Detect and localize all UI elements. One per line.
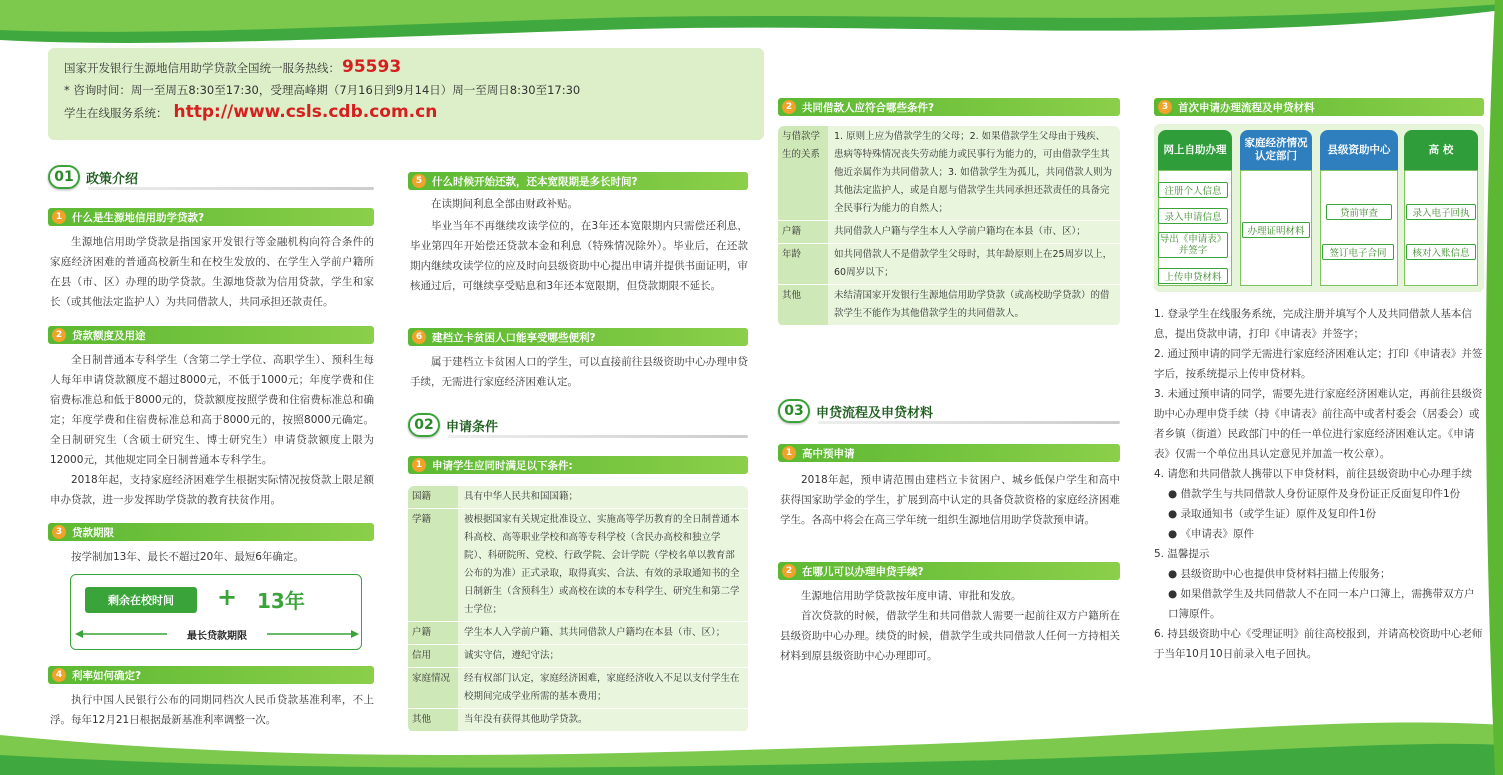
student-condition-value: 当年没有获得其他助学贷款。 <box>458 709 748 731</box>
co-borrower-condition-row <box>778 285 1120 326</box>
process-step: 3. 未通过预申请的同学，需要先进行家庭经济困难认定，再前往县级资助中心办理申贷手续（持《申请表》前往高中或者村委会（居委会）或者乡镇（街道）民政部门中的任一单位进行家庭经济困难认定。《申请表》仅需一个单位出具认定意见并加盖一枚公章）。 <box>1154 388 1483 460</box>
co-borrower-condition-value: 未结清国家开发银行生源地信用助学贷款（或高校助学贷款）的借款学生不能作为其他借款学生的共同借款人。 <box>828 285 1120 325</box>
q1-text: 生源地信用助学贷款是指国家开发银行等金融机构向符合条件的家庭经济困难的普通高校新生和在校生发放的、在学生入学前户籍所在县（市、区）办理的助学贷款。生源地贷款为信用贷款，学生和家长（或其他法定监护人）为共同借款人，共同承担还款责任。 <box>50 236 374 308</box>
f3-header: 3 首次申请办理流程及申贷材料 <box>1154 98 1484 116</box>
flow-head-county: 县级资助中心 <box>1320 130 1398 170</box>
process-steps <box>1154 304 1484 664</box>
flow-head-family: 家庭经济情况认定部门 <box>1240 130 1312 170</box>
student-condition-row <box>408 486 748 509</box>
flow-head-college: 高 校 <box>1404 130 1478 170</box>
student-condition-row <box>408 709 748 732</box>
flow-export-form: 导出《申请表》并签字 <box>1159 234 1227 256</box>
q2-text: 全日制普通本专科学生（含第二学士学位、高职学生）、预科生每人每年申请贷款额度不超过8000元，不低于1000元；年度学费和住宿费标准总和低于8000元的，贷款额度按照学费和住宿费标准总和确定；年度学费和住宿费标准总和高于8000元的，按照8000元确定。全日制研究生（含硕士研究生、博士研究生）申请贷款额度上限为12000元，其他规定同全日制普通本专科学生。 <box>50 354 374 466</box>
process-step: ● 录取通知书（或学生证）原件及复印件1份 <box>1168 508 1377 520</box>
student-condition-value: 诚实守信，遵纪守法； <box>458 645 748 667</box>
online-system-url[interactable]: http://www.csls.cdb.com.cn <box>173 102 438 122</box>
f1-header: 1 高中预申请 <box>778 444 1120 462</box>
student-condition-value: 经有权部门认定，家庭经济困难，家庭经济收入不足以支付学生在校期间完成学业所需的基本费用； <box>458 668 748 708</box>
process-step: ● 县级资助中心也提供申贷材料扫描上传服务； <box>1168 568 1391 580</box>
co-borrower-condition-value: 1. 原则上应为借款学生的父母；2. 如果借款学生父母由于残疾、患病等特殊情况丧失劳动能力或民事行为能力的，可由借款学生其他近亲属作为共同借款人；3. 如借款学生为孤儿，共同借款人则为其他法定监护人，或是自愿与借款学生共同承担还款责任的具备完全民事行为能力的自然人； <box>828 126 1120 220</box>
section-03-header: 03 申贷流程及申贷材料 <box>778 398 1120 424</box>
q3-text: 按学制加13年、最长不超过20年、最短6年确定。 <box>71 551 304 563</box>
q3-header: 3 贷款期限 <box>48 523 374 541</box>
flow-verify: 核对入账信息 <box>1406 244 1476 260</box>
co-borrower-condition-key: 户籍 <box>778 221 828 243</box>
flow-proof: 办理证明材料 <box>1242 222 1310 238</box>
section-02-header: 02 申请条件 <box>408 412 748 438</box>
co-borrower-condition-row <box>778 244 1120 285</box>
student-condition-value: 具有中华人民共和国国籍； <box>458 486 748 508</box>
student-condition-key: 信用 <box>408 645 458 667</box>
process-step: ● 如果借款学生及共同借款人不在同一本户口簿上，需携带双方户口簿原件。 <box>1168 588 1475 620</box>
q5-text: 在读期间利息全部由财政补贴。 <box>431 198 578 210</box>
student-condition-row <box>408 645 748 668</box>
years-value: 13年 <box>257 589 305 613</box>
q1-header: 1 什么是生源地信用助学贷款? <box>48 208 374 226</box>
co-borrower-condition-row <box>778 221 1120 244</box>
remaining-time-box: 剩余在校时间 <box>85 587 197 613</box>
student-condition-key: 户籍 <box>408 622 458 644</box>
q6-header: 6 建档立卡贫困人口能享受哪些便利? <box>408 328 748 346</box>
q2-header: 2 贷款额度及用途 <box>48 326 374 344</box>
process-step: ● 借款学生与共同借款人身份证原件及身份证正反面复印件1份 <box>1168 488 1461 500</box>
student-condition-key: 家庭情况 <box>408 668 458 708</box>
section-01-header: 01 政策介绍 <box>48 164 374 190</box>
process-step: 2. 通过预申请的同学无需进行家庭经济困难认定；打印《申请表》并签字后，按系统提示上传申贷材料。 <box>1154 348 1483 380</box>
q6-text: 属于建档立卡贫困人口的学生，可以直接前往县级资助中心办理申贷手续，无需进行家庭经济困难认定。 <box>410 356 748 388</box>
co-borrower-condition-value: 共同借款人户籍与学生本人入学前户籍均在本县（市、区）； <box>828 221 1120 243</box>
student-condition-key: 其他 <box>408 709 458 731</box>
co-borrower-condition-key: 年龄 <box>778 244 828 284</box>
process-step: 5. 温馨提示 <box>1154 548 1210 560</box>
flow-enter-info: 录入申请信息 <box>1158 208 1228 224</box>
plus-sign: + <box>217 583 238 611</box>
co-borrower-table <box>778 126 1120 326</box>
flow-register: 注册个人信息 <box>1158 182 1228 198</box>
process-step: 4. 请您和共同借款人携带以下申贷材料，前往县级资助中心办理手续 <box>1154 468 1472 480</box>
student-condition-value: 学生本人入学前户籍、其共同借款人户籍均在本县（市、区）； <box>458 622 748 644</box>
flow-contract: 签订电子合同 <box>1322 244 1394 260</box>
flow-upload: 上传申贷材料 <box>1158 268 1228 284</box>
flow-review: 贷前审查 <box>1326 204 1392 220</box>
process-step: ● 《申请表》原件 <box>1168 528 1254 540</box>
flow-head-online: 网上自助办理 <box>1158 130 1232 170</box>
q4-header: 4 利率如何确定? <box>48 666 374 684</box>
co-borrower-condition-row <box>778 126 1120 221</box>
student-condition-row <box>408 668 748 709</box>
student-condition-row <box>408 622 748 645</box>
student-conditions-table <box>408 486 748 732</box>
q5-text-2: 毕业当年不再继续攻读学位的，在3年还本宽限期内只需偿还利息，毕业第四年开始偿还贷款本金和利息（特殊情况除外）。毕业后，在还款期内继续攻读学位的应及时向县级资助中心提出申请并提供书面证明，审核通过后，可继续享受贴息和3年还本宽限期，但贷款期限不延长。 <box>410 220 748 292</box>
top-wave-decoration <box>0 0 1503 48</box>
process-step: 1. 登录学生在线服务系统，完成注册并填写个人及共同借款人基本信息，提出贷款申请，打印《申请表》并签字； <box>1154 308 1472 340</box>
process-step: 6. 持县级资助中心《受理证明》前往高校报到，并请高校资助中心老师于当年10月10日前录入电子回执。 <box>1154 628 1483 660</box>
q5-header: 5 什么时候开始还款，还本宽限期是多长时间? <box>408 172 748 190</box>
c1-header: 1 申请学生应同时满足以下条件: <box>408 456 748 474</box>
f2-header: 2 在哪儿可以办理申贷手续? <box>778 562 1120 580</box>
co-borrower-condition-key: 其他 <box>778 285 828 325</box>
student-condition-row <box>408 509 748 622</box>
student-condition-key: 国籍 <box>408 486 458 508</box>
f2-text-2: 首次贷款的时候，借款学生和共同借款人需要一起前往双方户籍所在县级资助中心办理。续贷的时候，借款学生或共同借款人任何一方持相关材料到原县级资助中心办理即可。 <box>780 610 1120 662</box>
q2-text-2: 2018年起，支持家庭经济困难学生根据实际情况按贷款上限足额申办贷款，进一步发挥助学贷款的教育扶贫作用。 <box>50 474 374 506</box>
co-borrower-condition-key: 与借款学生的关系 <box>778 126 828 220</box>
f1-text: 2018年起，预申请范围由建档立卡贫困户、城乡低保户学生和高中获得国家助学金的学生，扩展到高中认定的具备贷款资格的家庭经济困难学生。各高中将会在高三学年统一组织生源地信用助学贷款预申请。 <box>780 474 1120 526</box>
max-term-label: 最长贷款期限 <box>187 631 247 642</box>
process-flowchart <box>1154 124 1484 292</box>
student-condition-value: 被根据国家有关规定批准设立、实施高等学历教育的全日制普通本科高校、高等职业学校和高等专科学校（含民办高校和独立学院）、科研院所、党校、行政学院、会计学院（学校名单以教育部公布的为准）正式录取，取得真实、合法、有效的录取通知书的全日制新生（含预科生）或高校在读的本专科学生、研究生和第二学士学位； <box>458 509 748 621</box>
q4-text: 执行中国人民银行公布的同期同档次人民币贷款基准利率，不上浮。每年12月21日根据最新基准利率调整一次。 <box>50 694 374 726</box>
co-borrower-condition-value: 如共同借款人不是借款学生父母时，其年龄原则上在25周岁以上，60周岁以下； <box>828 244 1120 284</box>
f2-text: 生源地信用助学贷款按年度申请、审批和发放。 <box>801 590 1022 602</box>
online-system-label: 学生在线服务系统： <box>64 106 168 120</box>
hotline-panel <box>48 48 764 140</box>
hotline-label: 国家开发银行生源地信用助学贷款全国统一服务热线： <box>64 61 340 75</box>
student-condition-key: 学籍 <box>408 509 458 621</box>
term-diagram <box>70 574 362 650</box>
flow-receipt: 录入电子回执 <box>1406 204 1476 220</box>
hotline-number[interactable]: 95593 <box>342 57 402 77</box>
c2-header: 2 共同借款人应符合哪些条件? <box>778 98 1120 116</box>
consult-hours: * 咨询时间：周一至周五8:30至17:30，受理高峰期（7月16日到9月14日）周一至周日8:30至17:30 <box>64 83 581 97</box>
